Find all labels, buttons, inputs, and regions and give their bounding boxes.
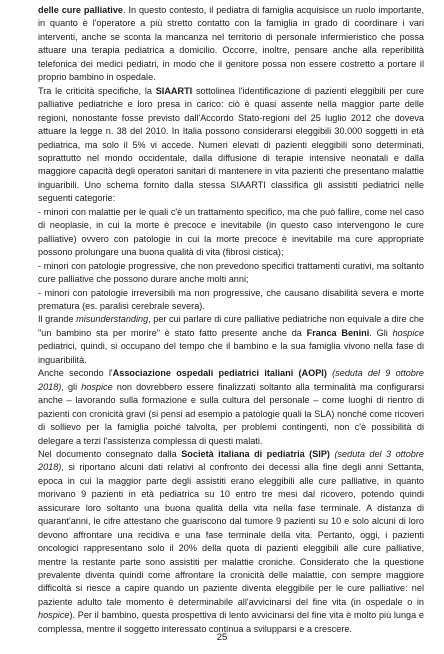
bold-text: Società italiana di pediatria (SIP) (181, 448, 330, 459)
bold-text: Franca Benini (306, 327, 370, 338)
italic-text: misunderstanding (76, 314, 149, 325)
italic-text: hospice (38, 610, 70, 621)
text-run: sottolinea l'identificazione di pazienti eleggibili per cure palliative pediatriche e loro presa in carico: ciò è quasi assente nella maggior parte delle regioni, nonostante fosse previsto dall'Accordo Stato-regioni del 25 luglio 2012 che doveva attuare la legge n. 38 del 2010. In Italia possono considerarsi eleggibili 30.000 soggetti in età pediatrica, ma solo il 5% vi accede. Numeri elevati di pazienti eleggibili sono determinati, soprattutto nel mondo occidentale, dalla diffusione di terapie intensive neonatali e dalla maggiore capacità degli operatori sanitari di mantenere in vita pazienti che presentano malattie inguaribili. Uno schema fornito dalla stessa SIAARTI classifica gli assistiti pediatrici nelle seguenti categorie: (38, 85, 424, 204)
text-run: , per cui parlare di cure palliative pediatriche non equivale a dire che "un bambino sta per morire" è stato fatto presente anche da (38, 314, 425, 338)
text-run: . Gli (369, 327, 393, 338)
bold-text: SIAARTI (155, 85, 193, 96)
paragraph (38, 4, 424, 85)
paragraph (38, 85, 424, 206)
italic-text: hospice (81, 381, 113, 392)
text-run: ). Per il bambino, questa prospettiva di lento avvicinarsi del fine vita è molto più lunga e complessa, mentre il soggetto interessato continua a svilupparsi e a crescere. (38, 610, 424, 634)
paragraph (38, 313, 424, 367)
text-run: , si riportano alcuni dati relativi al confronto dei decessi alla fine degli anni Settanta, epoca in cui la maggior parte degli assistiti erano eleggibili alle cure palliative, in quanto morivano 9 pazienti in età pediatrica su 10 entro tre mesi dal ricovero, potendo quindi assicurare loro soltanto una buona qualità della vita nella fase terminale. A distanza di quarant'anni, le cifre attestano che guariscono dal tumore 9 pazienti su 10 e solo alcuni di loro devono affrontare una recidiva e una fase terminale della vita. Pertanto, oggi, i pazienti oncologici rappresentano solo il 20% della quota di pazienti eleggibili alle cure palliative, mentre la restante parte sono assistiti per malattie croniche. Considerato che la questione prevalente diventa quindi come affrontare la cronicità delle malattie, con sempre maggiore difficoltà si riesce a capire quando un paziente diventa eleggibile per le cure palliative: nel paziente adulto tale momento è determinabile all'avvicinarsi del fine vita (in ospedale o in (38, 462, 424, 607)
text-run: - minori con patologie irreversibili ma non progressive, che causano disabilità severa e morte prematura (es. paralisi cerebrale severa). (38, 287, 424, 311)
bold-text: delle cure palliative (38, 5, 123, 15)
paragraph (38, 287, 424, 314)
text-run: Nel documento consegnato dalla (38, 448, 182, 459)
italic-text: (seduta del 9 ottobre 2018) (38, 368, 424, 392)
paragraph (38, 448, 424, 636)
text-run: non dovrebbero essere finalizzati soltanto alla terminalità ma configurarsi anche – lavorando sulla formazione e sulla cultura del personale – come luoghi di rientro di pazienti con cronicità gravi (si pensi ad esempio a patologie quali la SLA) nonché come ricoveri di sollievo per la famiglia poiché talvolta, per problemi contingenti, non c'è possibilità di delegare a terzi l'assistenza complessa di questi malati. (38, 381, 424, 446)
paragraph (38, 367, 424, 448)
text-run: . In questo contesto, il pediatra di famiglia acquisisce un ruolo importante, in quanto è l'operatore a più stretto contatto con la famiglia in grado di coordinare i vari interventi, anche se sconta la mancanza nel territorio di personale infermieristico che possa attuare una terapia pediatrica a domicilio. Occorre, inoltre, pensare anche alla reperibilità telefonica dei medici pediatri, in modo che il genitore possa non essere costretto a portare il proprio bambino in ospedale. (38, 5, 424, 83)
paragraph (38, 206, 424, 260)
text-run: pediatrici, quindi, si occupano del tempo che il bambino e la sua famiglia vivono nella fase di inguaribilità. (38, 341, 424, 365)
text-run: , gli (61, 381, 82, 392)
text-run: - minori con patologie progressive, che non prevedono specifici trattamenti curativi, ma soltanto cure palliative che possono durare anche molti anni; (38, 260, 424, 285)
text-run: Anche secondo l' (38, 368, 113, 379)
bold-text: Associazione ospedali pediatrici italiani (AOPI) (112, 368, 327, 379)
text-run: Il grande (38, 314, 77, 325)
text-run: - minori con malattie per le quali c'è un trattamento specifico, ma che può fallire, come nel caso di neoplasie, in cui la morte è precoce e inevitabile (in questo caso intervengono le cure palliative) ovvero con patologie in cui la morte precoce è inevitabile ma cure appropriate possono prolungare una buona qualità di vita (fibrosi cistica); (38, 206, 424, 258)
paragraph (38, 260, 424, 287)
document-page-body (38, 4, 424, 636)
page-number: 25 (216, 632, 228, 643)
italic-text: (seduta del 3 ottobre 2018) (38, 448, 424, 473)
italic-text: hospice (392, 327, 425, 338)
text-run: Tra le criticità specifiche, la (38, 85, 156, 96)
